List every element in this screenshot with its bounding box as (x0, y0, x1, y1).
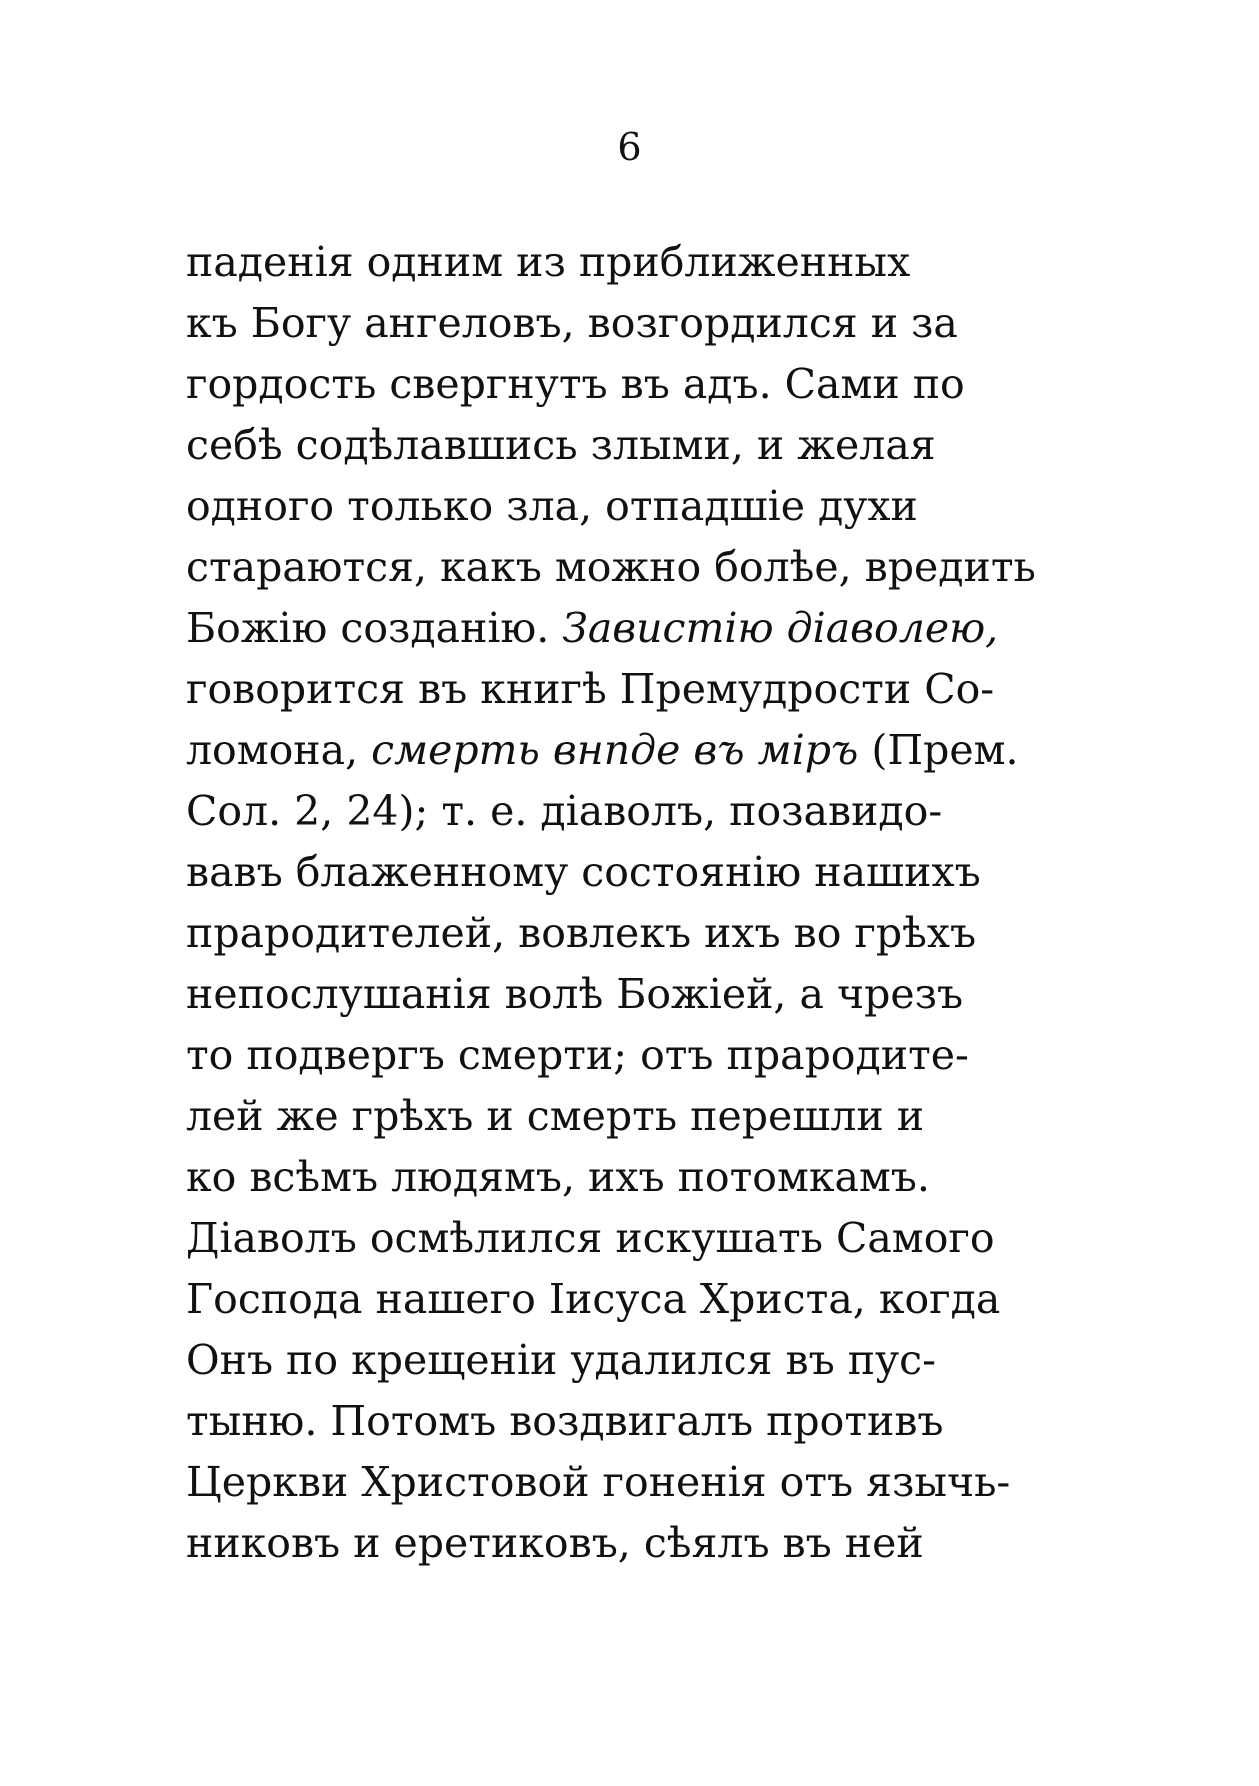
text-run: Божію созданію. (186, 604, 563, 652)
text-line (186, 598, 1042, 659)
text-run: никовъ и еретиковъ, сѣялъ въ ней (186, 1519, 924, 1567)
text-line (186, 842, 1042, 903)
text-run: Онъ по крещеніи удалился въ пус- (186, 1336, 936, 1384)
body-text (186, 232, 1042, 1574)
text-run: къ Богу ангеловъ, возгордился и за (186, 299, 958, 347)
text-line (186, 1391, 1042, 1452)
text-run: одного только зла, отпадшіе духи (186, 482, 918, 530)
text-line (186, 781, 1042, 842)
text-run: непослушанія волѣ Божіей, а чрезъ (186, 970, 964, 1018)
text-run: Господа нашего Іисуса Христа, когда (186, 1275, 1001, 1323)
page-number: 6 (617, 125, 642, 169)
text-line (186, 293, 1042, 354)
text-line (186, 720, 1042, 781)
text-line (186, 476, 1042, 537)
text-run: Церкви Христовой гоненія отъ язычь- (186, 1458, 1011, 1506)
text-line (186, 1086, 1042, 1147)
text-run: стараются, какъ можно болѣе, вредить (186, 543, 1036, 591)
text-line (186, 1208, 1042, 1269)
text-run: тыню. Потомъ воздвигалъ противъ (186, 1397, 944, 1445)
text-line (186, 354, 1042, 415)
text-run: Діаволъ осмѣлился искушать Самого (186, 1214, 995, 1262)
text-run: говорится въ книгѣ Премудрости Со- (186, 665, 995, 713)
text-run: Сол. 2, 24); т. е. діаволъ, позавидо- (186, 787, 943, 835)
text-line (186, 537, 1042, 598)
text-run: вавъ блаженному состоянію нашихъ (186, 848, 981, 896)
text-line (186, 964, 1042, 1025)
italic-quote: Завистію діаволею, (562, 604, 999, 652)
text-line (186, 1269, 1042, 1330)
text-line (186, 1147, 1042, 1208)
text-run: гордость свергнутъ въ адъ. Сами по (186, 360, 965, 408)
text-line (186, 232, 1042, 293)
text-line (186, 1330, 1042, 1391)
text-line (186, 1025, 1042, 1086)
italic-quote: смерть внпде въ міръ (371, 726, 859, 774)
text-line (186, 903, 1042, 964)
text-run: себѣ содѣлавшись злыми, и желая (186, 421, 936, 469)
text-line (186, 1452, 1042, 1513)
text-run: прародителей, вовлекъ ихъ во грѣхъ (186, 909, 977, 957)
text-run: ломона, (186, 726, 372, 774)
text-run: лей же грѣхъ и смерть перешли и (186, 1092, 925, 1140)
text-line (186, 1513, 1042, 1574)
text-run: паденія одним из приближенных (186, 238, 911, 286)
text-run: ко всѣмъ людямъ, ихъ потомкамъ. (186, 1153, 930, 1201)
text-line (186, 415, 1042, 476)
text-run: то подвергъ смерти; отъ прародите- (186, 1031, 969, 1079)
text-line (186, 659, 1042, 720)
text-run: (Прем. (858, 726, 1019, 774)
